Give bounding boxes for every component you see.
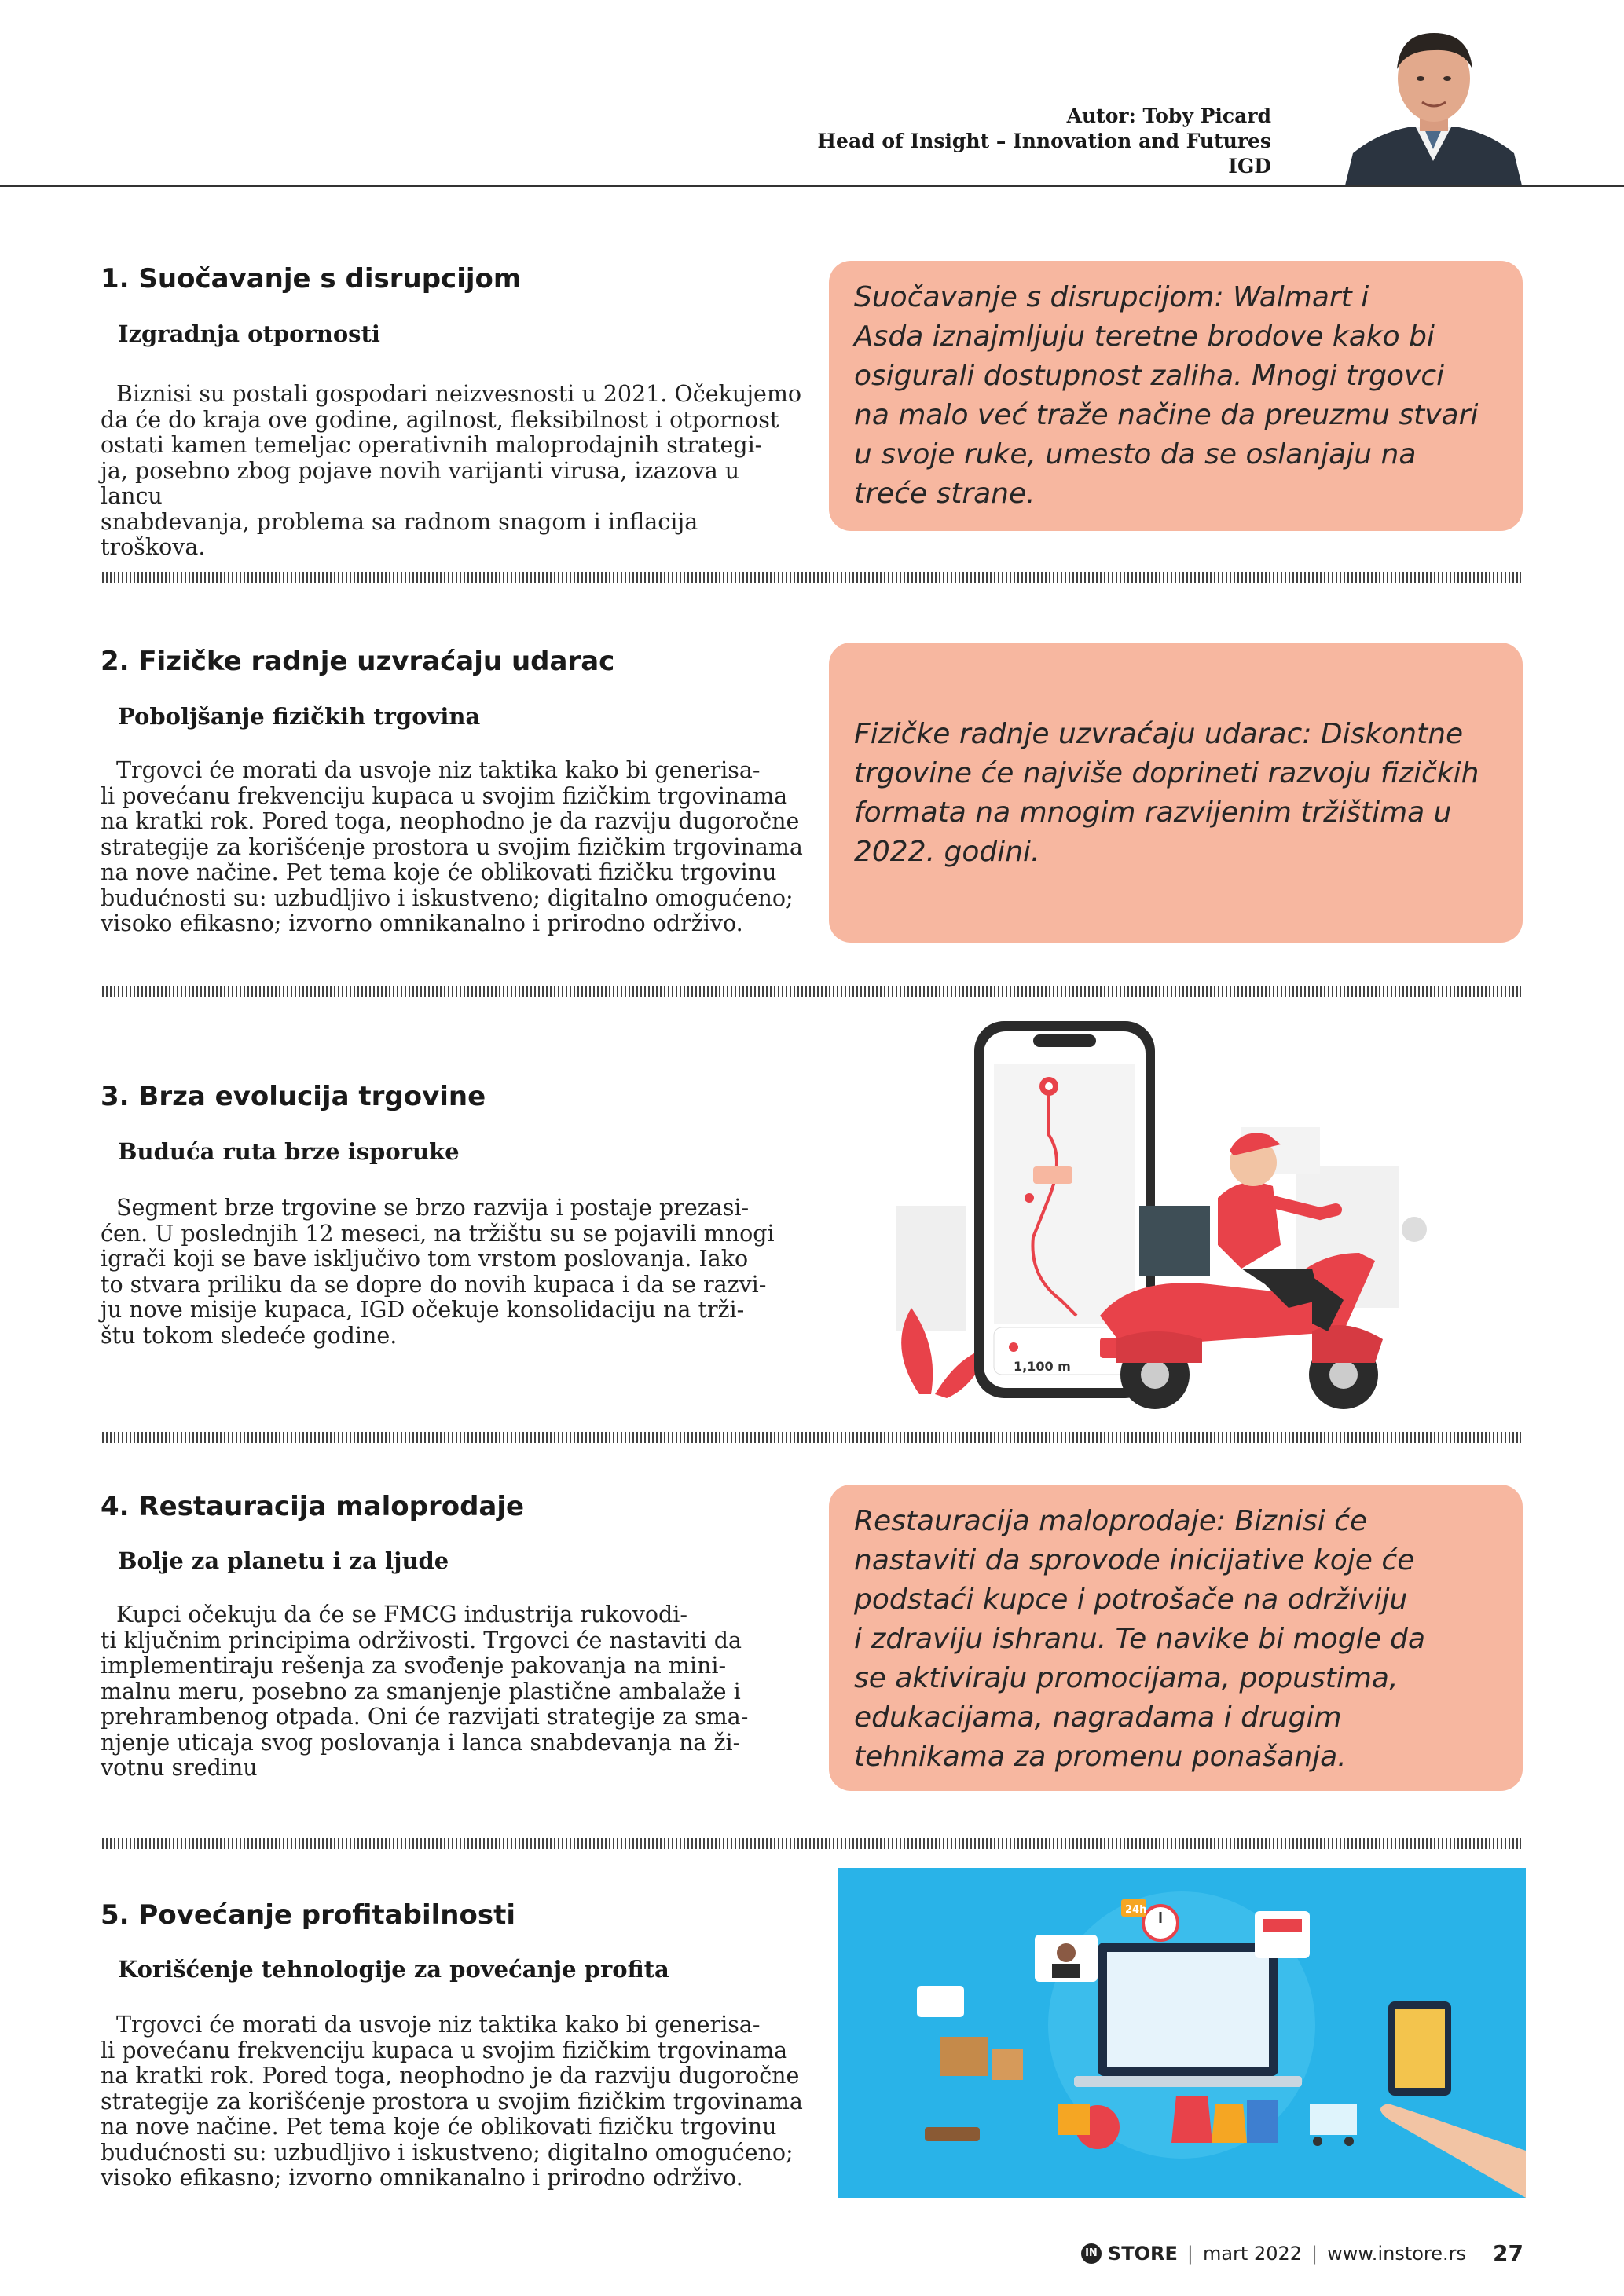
section-2-title: 2. Fizičke radnje uzvraćaju udarac — [101, 646, 615, 677]
section-divider — [102, 1838, 1521, 1849]
section-3-title: 3. Brza evolucija trgovine — [101, 1081, 486, 1112]
section-3-subtitle: Buduća ruta brze isporuke — [118, 1138, 460, 1165]
section-4-title: 4. Restauracija maloprodaje — [101, 1491, 525, 1522]
section-4-body: Kupci očekuju da će se FMCG industrija rukovodi- ti ključnim principima održivosti. Trgovci će nastaviti da implementiraju rešenja za svođenje pakovanja na mini- malnu meru, posebno za smanjenje plastične ambalaže i prehrambenog otpada. Oni će razvijati strategije za sma- njenje uticaja svog poslovanja i lanca snabdevanja na ži- votnu sredinu — [101, 1602, 749, 1781]
author-block — [817, 104, 1271, 179]
section-1-title: 1. Suočavanje s disrupcijom — [101, 263, 522, 295]
footer-brand-name: STORE — [1107, 2242, 1178, 2265]
instore-logo-icon: IN — [1081, 2243, 1102, 2264]
page-number: 27 — [1493, 2240, 1523, 2266]
footer-separator: | — [1186, 2242, 1193, 2265]
author-role: Head of Insight – Innovation and Futures — [817, 130, 1271, 152]
section-2-callout: Fizičke radnje uzvraćaju udarac: Diskontne trgovine će najviše doprineti razvoju fizičkih formata na mnogim razvijenim tržištima u 2022. godini. — [829, 643, 1523, 943]
section-divider — [102, 572, 1521, 583]
footer-brand — [1081, 2243, 1178, 2265]
author-name: Autor: Toby Picard — [1066, 104, 1271, 127]
section-1-callout: Suočavanje s disrupcijom: Walmart i Asda iznajmljuju teretne brodove kako bi osigurali dostupnost zaliha. Mnogi trgovci na malo već traže načine da preuzmu stvari u svoje ruke, umesto da se oslanjaju na treće strane. — [829, 261, 1523, 531]
section-5-title: 5. Povećanje profitabilnosti — [101, 1899, 515, 1931]
section-5-subtitle: Korišćenje tehnologije za povećanje profita — [118, 1956, 669, 1983]
section-2-body: Trgovci će morati da usvoje niz taktika kako bi generisa- li povećanu frekvenciju kupaca u svojim fizičkim trgovinama na kratki rok. Pored toga, neophodno je da razviju dugoročne strategije za korišćenje prostora u svojim fizičkim trgovinama na nove načine. Pet tema koje će oblikovati fizičku trgovinu budućnosti su: uzbudljivo i iskustveno; digitalno omogućeno; visoko efikasno; izvorno omnikanalno i prirodno održivo. — [101, 757, 803, 936]
section-1-body: Biznisi su postali gospodari neizvesnosti u 2021. Očekujemo da će do kraja ove godine, agilnost, fleksibilnost i otpornost ostati kamen temeljac operativnih maloprodajnih strategi- ja, posebno zbog pojave novih varijanti virusa, izazova u lancu snabdevanja, problema sa radnom snagom i inflacija troškova. — [101, 381, 802, 560]
section-3-body: Segment brze trgovine se brzo razvija i postaje prezasi- ćen. U poslednjih 12 meseci, na tržištu su se pojavili mnogi igrači koji se bave isključivo tom vrstom poslovanja. Iako to stvara priliku da se dopre do novih kupaca i da se razvi- ju nove misije kupaca, IGD očekuje konsolidaciju na trži- štu tokom sledeće godine. — [101, 1195, 775, 1349]
footer-separator: | — [1311, 2242, 1318, 2265]
author-org: IGD — [1228, 155, 1271, 178]
page-footer — [1081, 2240, 1523, 2266]
section-2-subtitle: Poboljšanje fizičkih trgovina — [118, 703, 481, 730]
twenty-four-hours-badge: 24h — [1125, 1904, 1147, 1916]
section-divider — [102, 986, 1521, 997]
section-5-body: Trgovci će morati da usvoje niz taktika kako bi generisa- li povećanu frekvenciju kupaca u svojim fizičkim trgovinama na kratki rok. Pored toga, neophodno je da razviju dugoročne strategije za korišćenje prostora u svojim fizičkim trgovinama na nove načine. Pet tema koje će oblikovati fizičku trgovinu budućnosti su: uzbudljivo i iskustveno; digitalno omogućeno; visoko efikasno; izvorno omnikanalno i prirodno održivo. — [101, 2012, 803, 2191]
section-1-subtitle: Izgradnja otpornosti — [118, 320, 380, 347]
section-4-subtitle: Bolje za planetu i za ljude — [118, 1547, 449, 1574]
author-portrait — [1345, 24, 1522, 185]
ecommerce-illustration — [838, 1868, 1526, 2198]
delivery-illustration — [872, 1017, 1438, 1422]
footer-website[interactable]: www.instore.rs — [1327, 2242, 1467, 2265]
footer-issue: mart 2022 — [1202, 2242, 1303, 2265]
section-4-callout: Restauracija maloprodaje: Biznisi će nastaviti da sprovode inicijative koje će podstaći kupce i potrošače na održiviju i zdraviju ishranu. Te navike bi mogle da se aktiviraju promocijama, popustima, edukacijama, nagradama i drugim tehnikama za promenu ponašanja. — [829, 1485, 1523, 1791]
delivery-distance: 1,100 m — [1014, 1359, 1071, 1374]
header-rule — [0, 185, 1624, 187]
section-divider — [102, 1432, 1521, 1443]
